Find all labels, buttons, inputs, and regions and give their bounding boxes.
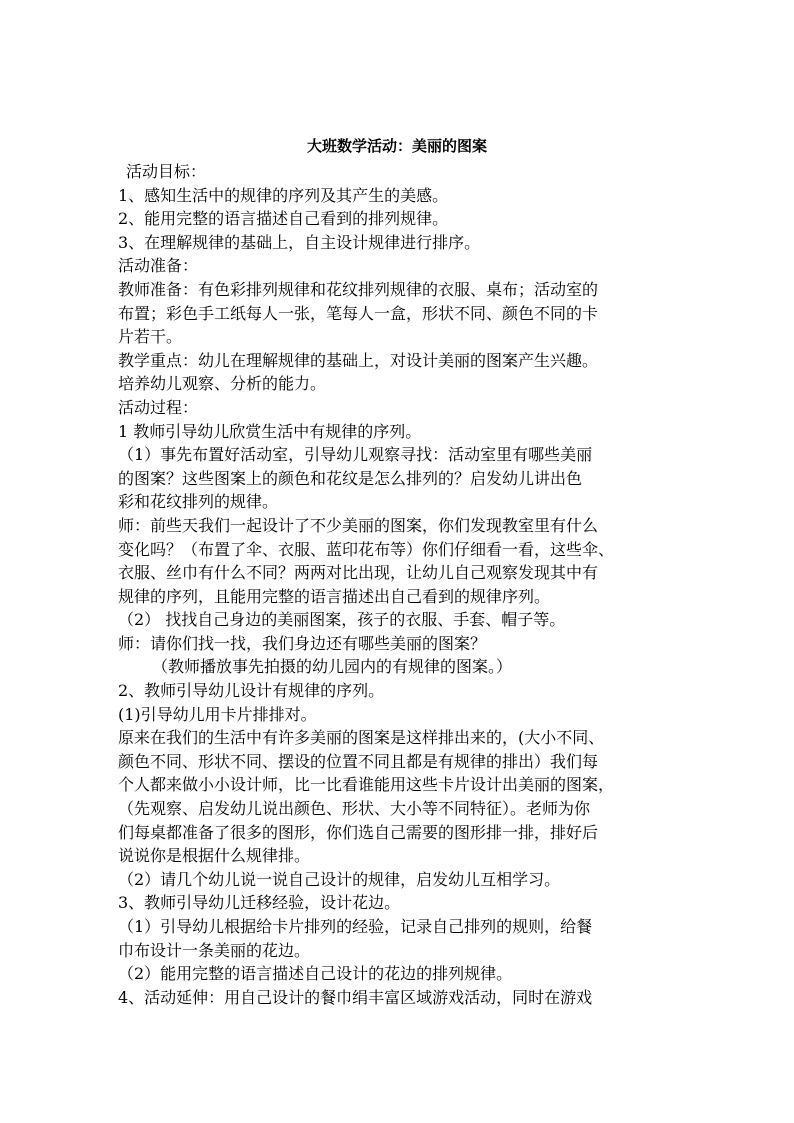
paragraph-line: 变化吗？（布置了伞、衣服、蓝印花布等）你们仔细看一看，这些伞、 bbox=[118, 539, 615, 559]
paragraph-line: 巾布设计一条美丽的花边。 bbox=[118, 940, 311, 960]
section-heading-goals: 活动目标： bbox=[126, 162, 207, 181]
goal-item: 2、能用完整的语言描述自己看到的排列规律。 bbox=[118, 209, 449, 229]
paragraph-line: 原来在我们的生活中有许多美丽的图案是这样排出来的，(大小不同、 bbox=[118, 728, 605, 748]
step-heading: 2、教师引导幼儿设计有规律的序列。 bbox=[118, 681, 385, 701]
paragraph-line: （教师播放事先拍摄的幼儿园内的有规律的图案。） bbox=[152, 657, 513, 677]
paragraph-line: 规律的序列，且能用完整的语言描述出自己看到的规律序列。 bbox=[118, 586, 551, 606]
paragraph-line: 师：请你们找一找，我们身边还有哪些美丽的图案？ bbox=[118, 633, 487, 653]
paragraph-line: 教学重点：幼儿在理解规律的基础上，对设计美丽的图案产生兴趣。 bbox=[118, 350, 599, 370]
section-heading-preparation: 活动准备： bbox=[118, 256, 199, 276]
paragraph-line: 布置；彩色手工纸每人一张，笔每人一盒，形状不同、颜色不同的卡 bbox=[118, 303, 599, 323]
paragraph-line: 培养幼儿观察、分析的能力。 bbox=[118, 374, 327, 394]
paragraph-line: 们每桌都准备了很多的图形，你们选自己需要的图形排一排，排好后 bbox=[118, 822, 599, 842]
paragraph-line: 颜色不同、形状不同、摆设的位置不同且都是有规律的排出）我们每 bbox=[118, 751, 599, 771]
paragraph-line: 彩和花纹排列的规律。 bbox=[118, 492, 279, 512]
step-heading: 3、教师引导幼儿迁移经验，设计花边。 bbox=[118, 893, 401, 913]
goal-item: 3、在理解规律的基础上，自主设计规律进行排序。 bbox=[118, 232, 481, 252]
paragraph-line: 教师准备：有色彩排列规律和花纹排列规律的衣服、桌布；活动室的 bbox=[118, 279, 599, 299]
paragraph-line: 个人都来做小小设计师，比一比看谁能用这些卡片设计出美丽的图案， bbox=[118, 775, 615, 795]
step-heading: 4、活动延伸：用自己设计的餐巾绢丰富区域游戏活动，同时在游戏 bbox=[118, 987, 593, 1007]
paragraph-line: （2） 找找自己身边的美丽图案，孩子的衣服、手套、帽子等。 bbox=[118, 610, 566, 630]
paragraph-line: 的图案？这些图案上的颜色和花纹是怎么排列的？启发幼儿讲出色 bbox=[118, 468, 583, 488]
step-heading: 1 教师引导幼儿欣赏生活中有规律的序列。 bbox=[118, 421, 422, 441]
section-heading-process: 活动过程： bbox=[118, 397, 199, 417]
paragraph-line: (1)引导幼儿用卡片排排对。 bbox=[118, 704, 317, 724]
paragraph-line: （先观察、启发幼儿说出颜色、形状、大小等不同特征）。老师为你 bbox=[118, 799, 591, 819]
document-title: 大班数学活动：美丽的图案 bbox=[306, 137, 487, 155]
paragraph-line: 师：前些天我们一起设计了不少美丽的图案，你们发现教室里有什么 bbox=[118, 515, 599, 535]
document-body bbox=[118, 160, 684, 1009]
paragraph-line: （1）事先布置好活动室，引导幼儿观察寻找：活动室里有哪些美丽 bbox=[118, 445, 593, 465]
paragraph-line: 片若干。 bbox=[118, 327, 183, 347]
goal-item: 1、感知生活中的规律的序列及其产生的美感。 bbox=[118, 185, 449, 205]
paragraph-line: 说说你是根据什么规律排。 bbox=[118, 846, 311, 866]
paragraph-line: 衣服、丝巾有什么不同？两两对比出现，让幼儿自己观察发现其中有 bbox=[118, 563, 599, 583]
paragraph-line: （2）能用完整的语言描述自己设计的花边的排列规律。 bbox=[118, 964, 513, 984]
paragraph-line: （1）引导幼儿根据给卡片排列的经验，记录自己排列的规则，给餐 bbox=[118, 917, 593, 936]
paragraph-line: （2）请几个幼儿说一说自己设计的规律，启发幼儿互相学习。 bbox=[118, 869, 561, 889]
